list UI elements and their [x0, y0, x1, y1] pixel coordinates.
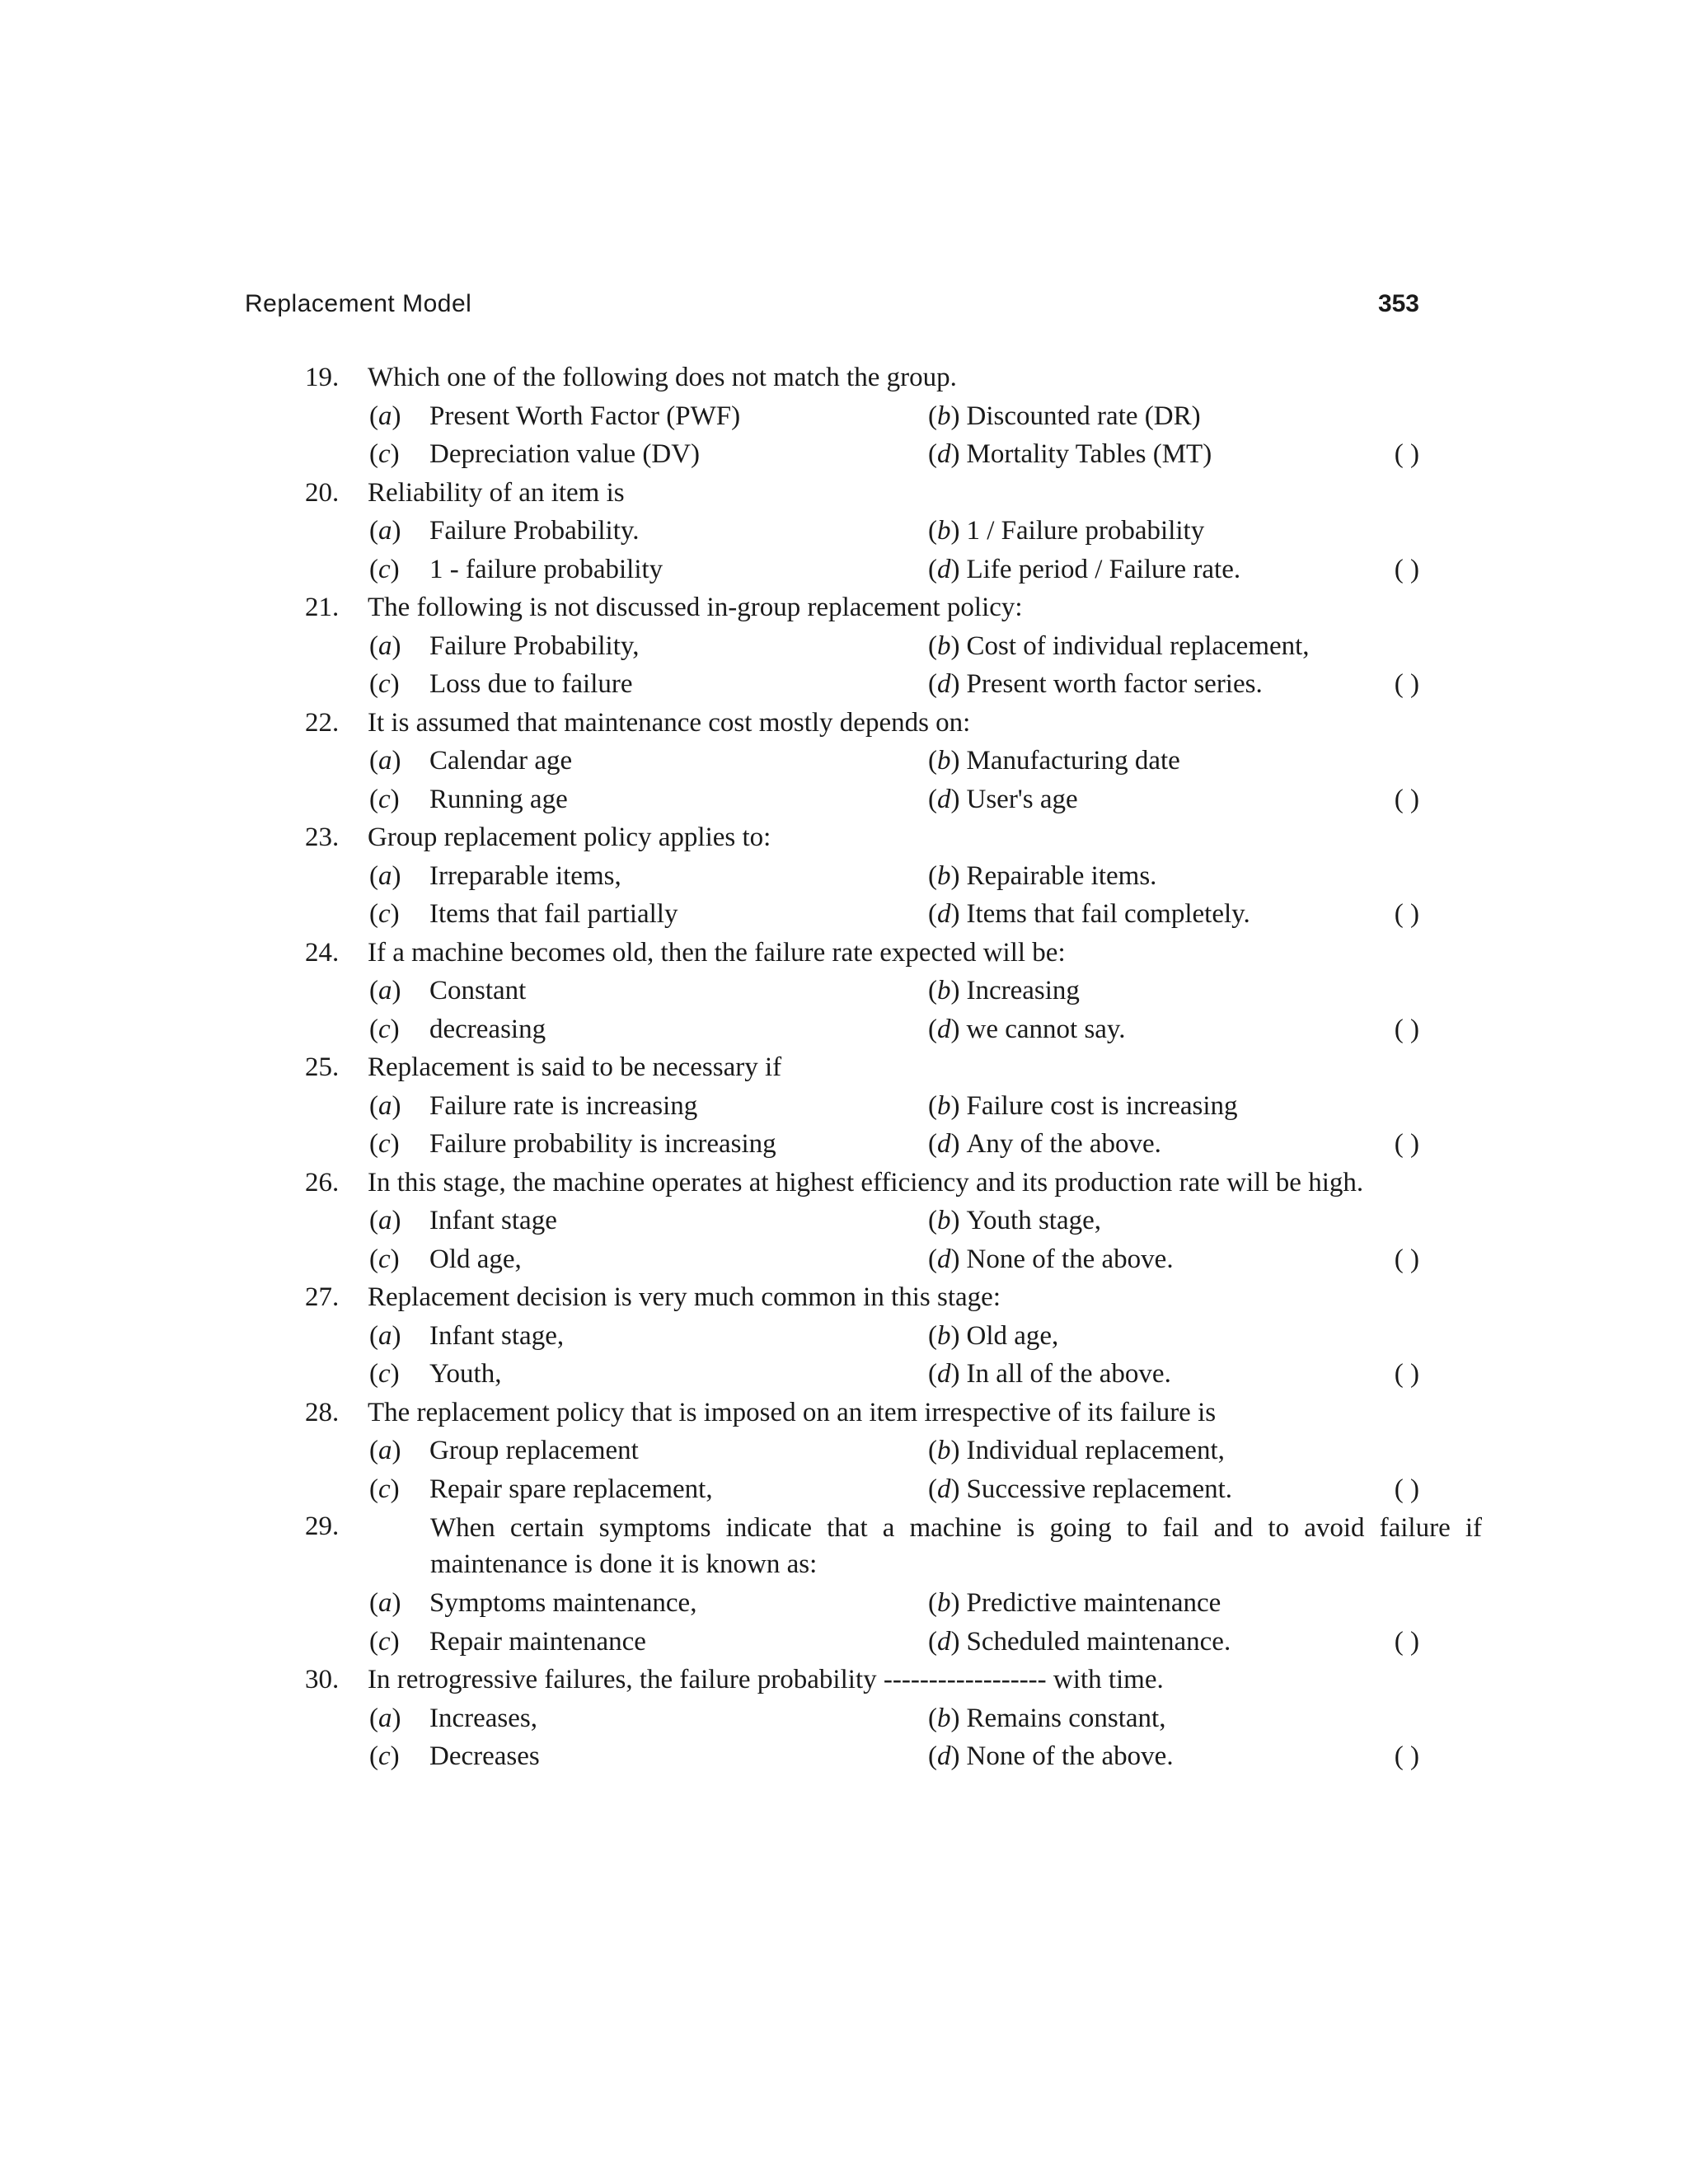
option-letter: d — [937, 1014, 951, 1044]
option-label: (d) — [928, 1244, 960, 1274]
option-letter: b — [937, 746, 951, 776]
option-b — [928, 1087, 1238, 1126]
option-d — [928, 1125, 1161, 1164]
option-label: (a) — [369, 630, 401, 661]
option-label: (d) — [928, 1359, 960, 1389]
answer-blank: ( ) — [1394, 1014, 1419, 1044]
option-text: Group replacement — [429, 1436, 639, 1465]
option-letter: b — [937, 1588, 951, 1618]
option-letter: b — [937, 516, 951, 546]
option-letter: b — [937, 860, 951, 891]
question-item — [305, 934, 1419, 1049]
option-label: (c) — [369, 1014, 400, 1044]
question-text: Which one of the following does not match the group. — [368, 363, 957, 392]
option-label: (a) — [369, 1703, 401, 1733]
question-item — [305, 1394, 1419, 1509]
option-letter: d — [937, 1129, 951, 1159]
option-text: Present worth factor series. — [966, 669, 1263, 699]
option-label: (b) — [928, 1206, 960, 1235]
question-number: 29. — [305, 1511, 340, 1541]
option-text: Calendar age — [429, 746, 573, 776]
question-number: 19. — [305, 363, 340, 392]
option-d — [928, 1355, 1171, 1394]
question-stem — [305, 1278, 1419, 1317]
option-letter: a — [378, 1320, 392, 1351]
option-c — [369, 780, 568, 819]
option-label: (c) — [369, 899, 400, 929]
answer-blank: ( ) — [1394, 1741, 1419, 1771]
option-letter: d — [937, 669, 951, 699]
options-row — [305, 551, 1419, 589]
option-text: Constant — [429, 976, 527, 1005]
option-c — [369, 665, 633, 704]
option-letter: a — [378, 516, 392, 546]
option-text: Youth stage, — [966, 1206, 1102, 1235]
question-text: If a machine becomes old, then the failure rate expected will be: — [368, 937, 1066, 968]
option-text: Youth, — [429, 1359, 502, 1389]
question-number: 23. — [305, 823, 340, 852]
option-a — [369, 1202, 557, 1240]
options-row — [305, 780, 1419, 819]
option-a — [369, 397, 740, 436]
answer-blank: ( ) — [1394, 1244, 1419, 1274]
option-label: (b) — [928, 1320, 960, 1351]
question-number: 30. — [305, 1665, 340, 1694]
option-label: (d) — [928, 669, 960, 699]
option-label: (d) — [928, 1741, 960, 1771]
question-text: Group replacement policy applies to: — [368, 823, 771, 852]
chapter-title: Replacement Model — [245, 290, 472, 317]
option-text: decreasing — [429, 1014, 546, 1044]
option-c — [369, 1355, 501, 1394]
option-label: (c) — [369, 1129, 400, 1159]
option-c — [369, 551, 663, 589]
question-number: 20. — [305, 477, 340, 508]
option-letter: a — [378, 1703, 392, 1733]
answer-blank: ( ) — [1394, 439, 1419, 469]
question-item — [305, 1508, 1482, 1661]
question-stem — [305, 588, 1419, 627]
options-row — [305, 1010, 1419, 1049]
options-row — [305, 1125, 1419, 1164]
option-letter: c — [378, 784, 391, 814]
answer-blank: ( ) — [1394, 784, 1419, 814]
option-letter: b — [937, 976, 951, 1005]
option-label: (b) — [928, 1090, 960, 1121]
option-letter: b — [937, 401, 951, 431]
question-stem — [305, 818, 1419, 857]
option-letter: d — [937, 1741, 951, 1771]
answer-blank: ( ) — [1394, 1626, 1419, 1657]
question-item — [305, 818, 1419, 934]
option-text: Scheduled maintenance. — [966, 1626, 1231, 1657]
option-letter: a — [378, 746, 392, 776]
option-text: Discounted rate (DR) — [966, 401, 1201, 431]
options-row — [305, 665, 1419, 704]
option-c — [369, 1623, 646, 1661]
option-d — [928, 1010, 1126, 1049]
option-label: (d) — [928, 784, 960, 814]
option-letter: d — [937, 899, 951, 929]
question-number: 22. — [305, 707, 340, 738]
option-text: Items that fail partially — [429, 899, 678, 929]
option-letter: d — [937, 439, 951, 469]
options-row — [305, 627, 1419, 666]
option-letter: d — [937, 554, 951, 584]
option-a — [369, 1584, 696, 1623]
question-item — [305, 1164, 1419, 1279]
answer-blank: ( ) — [1394, 554, 1419, 584]
option-letter: a — [378, 630, 392, 661]
option-b — [928, 742, 1180, 780]
option-letter: b — [937, 630, 951, 661]
question-text: Replacement decision is very much common in this stage: — [368, 1282, 1001, 1312]
options-row — [305, 972, 1419, 1010]
option-a — [369, 512, 640, 551]
question-stem — [305, 1048, 1419, 1087]
option-b — [928, 1584, 1221, 1623]
option-text: Predictive maintenance — [966, 1588, 1221, 1618]
option-a — [369, 1317, 564, 1356]
option-text: In all of the above. — [966, 1359, 1171, 1389]
options-row — [305, 1699, 1419, 1738]
option-text: Items that fail completely. — [966, 899, 1250, 929]
option-text: None of the above. — [966, 1741, 1174, 1771]
option-label: (c) — [369, 439, 400, 469]
option-label: (a) — [369, 516, 401, 546]
option-letter: a — [378, 1436, 392, 1465]
question-text: Reliability of an item is — [368, 477, 625, 508]
answer-blank: ( ) — [1394, 1474, 1419, 1504]
option-text: Infant stage, — [429, 1320, 565, 1351]
option-letter: c — [378, 899, 391, 929]
option-text: 1 - failure probability — [429, 554, 663, 584]
question-item — [305, 1048, 1419, 1164]
option-a — [369, 1432, 639, 1470]
options-row — [305, 1737, 1419, 1776]
option-text: Running age — [429, 784, 568, 814]
option-a — [369, 1699, 537, 1738]
options-row — [305, 895, 1419, 934]
option-text: Increasing — [966, 976, 1080, 1005]
option-c — [369, 1125, 776, 1164]
option-label: (d) — [928, 899, 960, 929]
option-letter: b — [937, 1206, 951, 1235]
option-label: (b) — [928, 1703, 960, 1733]
option-c — [369, 1470, 713, 1509]
option-label: (b) — [928, 1588, 960, 1618]
option-c — [369, 1240, 522, 1279]
question-stem — [305, 1508, 1482, 1584]
option-d — [928, 665, 1263, 704]
options-row — [305, 1584, 1419, 1623]
options-row — [305, 1432, 1419, 1470]
question-text: When certain symptoms indicate that a machine is going to fail and to avoid failure if maintenance is done it is known as: — [430, 1513, 1482, 1579]
option-label: (b) — [928, 630, 960, 661]
option-letter: a — [378, 976, 392, 1005]
question-text: In retrogressive failures, the failure probability ------------------ with time. — [368, 1665, 1164, 1694]
option-label: (b) — [928, 860, 960, 891]
option-letter: d — [937, 1244, 951, 1274]
question-text: Replacement is said to be necessary if — [368, 1052, 782, 1082]
answer-blank: ( ) — [1394, 1129, 1419, 1159]
option-letter: c — [378, 1741, 391, 1771]
option-letter: c — [378, 1474, 391, 1504]
option-label: (c) — [369, 1741, 400, 1771]
option-a — [369, 1087, 697, 1126]
option-label: (d) — [928, 1626, 960, 1657]
option-letter: b — [937, 1436, 951, 1465]
option-a — [369, 857, 621, 896]
option-letter: b — [937, 1320, 951, 1351]
option-letter: c — [378, 1244, 391, 1274]
option-letter: c — [378, 439, 391, 469]
option-d — [928, 1240, 1174, 1279]
option-letter: a — [378, 1206, 392, 1235]
question-item — [305, 1278, 1419, 1394]
option-b — [928, 397, 1201, 436]
option-label: (c) — [369, 1474, 400, 1504]
question-text: The following is not discussed in-group replacement policy: — [368, 593, 1023, 622]
question-stem — [305, 474, 1419, 513]
option-letter: d — [937, 1359, 951, 1389]
option-text: Remains constant, — [966, 1703, 1166, 1733]
option-text: Old age, — [429, 1244, 522, 1274]
option-b — [928, 1432, 1225, 1470]
question-stem — [305, 704, 1419, 743]
question-stem — [305, 1661, 1419, 1699]
options-row — [305, 857, 1419, 896]
options-row — [305, 1623, 1419, 1661]
option-letter: c — [378, 1014, 391, 1044]
question-item — [305, 474, 1419, 589]
option-label: (b) — [928, 976, 960, 1005]
question-text: In this stage, the machine operates at highest efficiency and its production rate will be high. — [368, 1167, 1364, 1197]
question-number: 28. — [305, 1397, 340, 1427]
option-letter: b — [937, 1703, 951, 1733]
option-letter: c — [378, 1359, 391, 1389]
option-text: Successive replacement. — [966, 1474, 1233, 1504]
option-text: Manufacturing date — [966, 746, 1180, 776]
option-label: (a) — [369, 860, 401, 891]
option-b — [928, 1699, 1165, 1738]
option-text: Any of the above. — [966, 1129, 1161, 1159]
question-text: It is assumed that maintenance cost mostly depends on: — [368, 707, 971, 738]
option-letter: d — [937, 1474, 951, 1504]
option-label: (a) — [369, 1436, 401, 1465]
option-d — [928, 895, 1250, 934]
option-text: Symptoms maintenance, — [429, 1588, 697, 1618]
question-item — [305, 1661, 1419, 1776]
option-text: 1 / Failure probability — [966, 516, 1205, 546]
question-number: 27. — [305, 1282, 340, 1312]
option-letter: c — [378, 1129, 391, 1159]
option-d — [928, 1470, 1232, 1509]
question-stem — [305, 359, 1419, 397]
option-label: (a) — [369, 746, 401, 776]
question-stem — [305, 1164, 1419, 1202]
option-text: Increases, — [429, 1703, 538, 1733]
question-item — [305, 588, 1419, 704]
question-stem — [305, 1394, 1419, 1432]
option-label: (a) — [369, 1320, 401, 1351]
option-d — [928, 435, 1212, 474]
option-text: Depreciation value (DV) — [429, 439, 701, 469]
option-letter: a — [378, 1588, 392, 1618]
options-row — [305, 1087, 1419, 1126]
question-number: 25. — [305, 1052, 340, 1082]
option-letter: a — [378, 860, 392, 891]
option-text: Failure Probability, — [429, 630, 640, 661]
question-number: 21. — [305, 593, 340, 622]
option-label: (c) — [369, 784, 400, 814]
option-letter: a — [378, 1090, 392, 1121]
option-text: Decreases — [429, 1741, 540, 1771]
options-row — [305, 1240, 1419, 1279]
option-a — [369, 627, 640, 666]
option-label: (d) — [928, 1474, 960, 1504]
option-label: (a) — [369, 401, 401, 431]
option-text: Mortality Tables (MT) — [966, 439, 1212, 469]
option-label: (a) — [369, 976, 401, 1005]
question-list — [305, 359, 1482, 1776]
answer-blank: ( ) — [1394, 669, 1419, 699]
option-label: (b) — [928, 516, 960, 546]
option-c — [369, 1010, 546, 1049]
question-item — [305, 359, 1419, 474]
option-b — [928, 512, 1204, 551]
option-c — [369, 1737, 540, 1776]
page-number: 353 — [1377, 290, 1419, 317]
options-row — [305, 1355, 1419, 1394]
option-label: (a) — [369, 1090, 401, 1121]
option-text: Individual replacement, — [966, 1436, 1225, 1465]
option-text: Irreparable items, — [429, 860, 621, 891]
question-stem — [305, 934, 1419, 972]
option-text: Cost of individual replacement, — [966, 630, 1310, 661]
option-label: (b) — [928, 401, 960, 431]
option-label: (d) — [928, 554, 960, 584]
option-letter: c — [378, 669, 391, 699]
option-text: User's age — [966, 784, 1078, 814]
option-label: (d) — [928, 439, 960, 469]
option-label: (a) — [369, 1588, 401, 1618]
option-c — [369, 895, 678, 934]
option-label: (d) — [928, 1129, 960, 1159]
options-row — [305, 1470, 1419, 1509]
options-row — [305, 435, 1419, 474]
option-b — [928, 627, 1310, 666]
option-label: (c) — [369, 554, 400, 584]
option-text: Failure Probability. — [429, 516, 640, 546]
option-text: None of the above. — [966, 1244, 1174, 1274]
option-text: we cannot say. — [966, 1014, 1126, 1044]
options-row — [305, 1202, 1419, 1240]
answer-blank: ( ) — [1394, 1359, 1419, 1389]
option-b — [928, 1317, 1058, 1356]
option-d — [928, 1737, 1174, 1776]
option-label: (c) — [369, 669, 400, 699]
option-letter: c — [378, 554, 391, 584]
option-text: Repair spare replacement, — [429, 1474, 713, 1504]
option-text: Loss due to failure — [429, 669, 633, 699]
option-text: Life period / Failure rate. — [966, 554, 1241, 584]
option-label: (c) — [369, 1626, 400, 1657]
option-text: Failure probability is increasing — [429, 1129, 776, 1159]
option-b — [928, 1202, 1101, 1240]
option-c — [369, 435, 700, 474]
option-text: Present Worth Factor (PWF) — [429, 401, 741, 431]
option-letter: c — [378, 1626, 391, 1657]
options-row — [305, 512, 1419, 551]
option-label: (b) — [928, 746, 960, 776]
option-b — [928, 972, 1080, 1010]
option-label: (c) — [369, 1244, 400, 1274]
options-row — [305, 742, 1419, 780]
options-row — [305, 1317, 1419, 1356]
option-text: Failure cost is increasing — [966, 1090, 1238, 1121]
option-text: Repairable items. — [966, 860, 1157, 891]
question-number: 24. — [305, 937, 340, 968]
options-row — [305, 397, 1419, 436]
option-label: (a) — [369, 1206, 401, 1235]
question-item — [305, 704, 1419, 819]
option-b — [928, 857, 1156, 896]
option-d — [928, 551, 1240, 589]
option-a — [369, 972, 526, 1010]
running-header — [245, 290, 1419, 326]
option-a — [369, 742, 572, 780]
option-label: (c) — [369, 1359, 400, 1389]
option-letter: d — [937, 784, 951, 814]
question-text: The replacement policy that is imposed on an item irrespective of its failure is — [368, 1397, 1217, 1427]
option-text: Repair maintenance — [429, 1626, 646, 1657]
option-letter: b — [937, 1090, 951, 1121]
answer-blank: ( ) — [1394, 899, 1419, 929]
option-text: Failure rate is increasing — [429, 1090, 698, 1121]
option-label: (d) — [928, 1014, 960, 1044]
option-d — [928, 780, 1078, 819]
option-text: Old age, — [966, 1320, 1059, 1351]
option-text: Infant stage — [429, 1206, 557, 1235]
option-label: (b) — [928, 1436, 960, 1465]
option-letter: a — [378, 401, 392, 431]
option-d — [928, 1623, 1231, 1661]
option-letter: d — [937, 1626, 951, 1657]
question-number: 26. — [305, 1167, 340, 1197]
